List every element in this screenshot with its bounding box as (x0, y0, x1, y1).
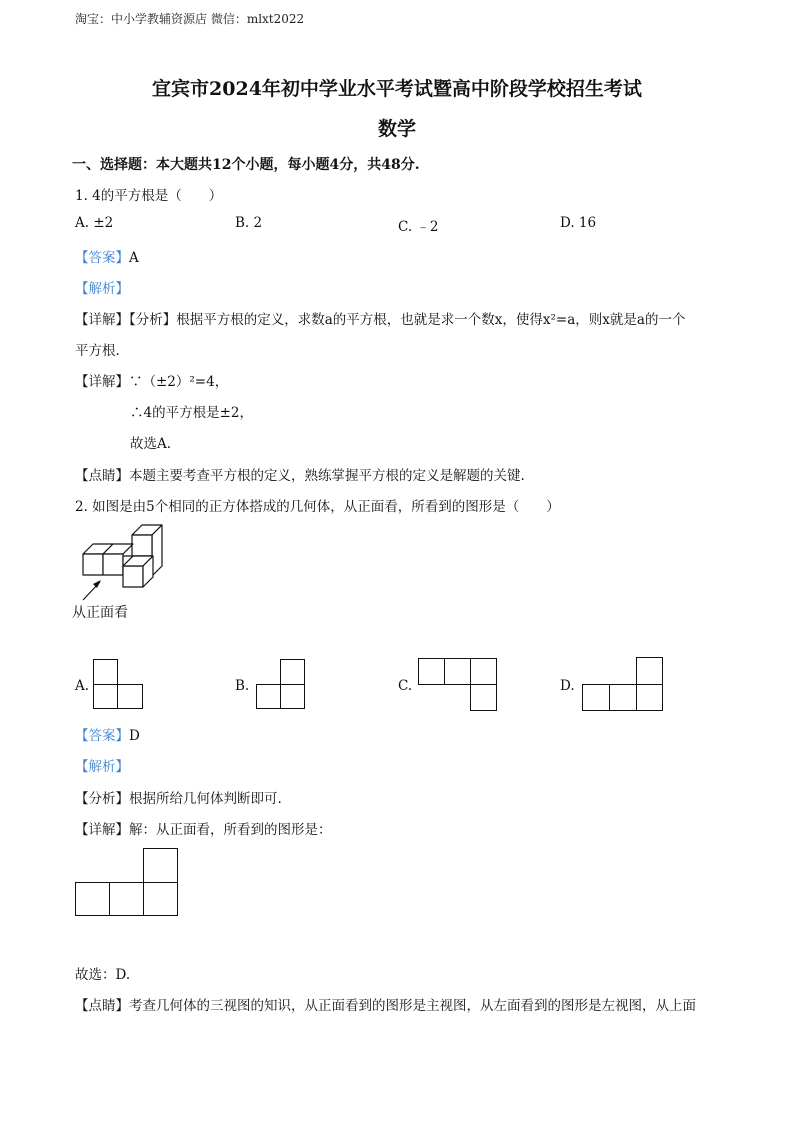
cube-solid-figure (70, 518, 180, 608)
q1-answer-tag: 【答案】 (75, 250, 129, 266)
q2-analysis: 【分析】根据所给几何体判断即可. (75, 791, 282, 807)
q1-option-a: A. ±2 (75, 215, 114, 231)
view-direction-label: 从正面看 (72, 605, 128, 621)
square (109, 882, 144, 916)
q1-analysis-tag: 【解析】 (75, 281, 129, 297)
square (256, 684, 281, 709)
q2-option-c-label: C. (398, 678, 413, 694)
q2-comment: 【点睛】考查几何体的三视图的知识，从正面看到的图形是主视图，从左面看到的图形是左视图，从上面 (75, 998, 696, 1014)
q2-stem: 2. 如图是由5个相同的正方体搭成的几何体，从正面看，所看到的图形是（ ） (75, 499, 560, 515)
square (93, 659, 118, 685)
header-note: 淘宝：中小学教辅资源店 微信：mlxt2022 (75, 12, 305, 26)
q2-option-a-label: A. (75, 678, 90, 694)
square (75, 882, 110, 916)
q1-option-c: C. ﹣2 (398, 219, 439, 235)
square (582, 684, 610, 711)
q1-option-b: B. 2 (235, 215, 263, 231)
q1-answer-line (75, 246, 139, 266)
q1-detail-1: 【详解】【分析】根据平方根的定义，求数a的平方根，也就是求一个数x，使得x²=a，则x就是a的一个 (75, 312, 686, 328)
exam-title: 宜宾市2024年初中学业水平考试暨高中阶段学校招生考试 (152, 78, 642, 100)
q2-option-d-label: D. (560, 678, 575, 694)
q1-stem: 1. 4的平方根是（ ） (75, 188, 223, 204)
q2-answer-tag: 【答案】 (75, 728, 129, 744)
square (470, 684, 497, 711)
q2-answer-line (75, 724, 140, 744)
square (609, 684, 637, 711)
square (636, 684, 663, 711)
square (418, 658, 445, 685)
square (636, 657, 663, 685)
q2-answer: D (129, 728, 140, 744)
q1-comment: 【点睛】本题主要考查平方根的定义，熟练掌握平方根的定义是解题的关键. (75, 468, 525, 484)
q2-analysis-tag: 【解析】 (75, 759, 129, 775)
q2-conclusion: 故选：D. (75, 967, 131, 983)
square (470, 658, 497, 685)
q2-option-b-label: B. (235, 678, 250, 694)
subject-title: 数学 (377, 118, 416, 140)
q1-step-2: 故选A. (130, 436, 172, 452)
q2-detail: 【详解】解：从正面看，所看到的图形是： (75, 822, 332, 838)
square (280, 684, 305, 709)
square (444, 658, 471, 685)
square (93, 684, 118, 709)
q1-step-1: ∴4的平方根是±2， (130, 405, 253, 421)
square (280, 659, 305, 685)
q1-answer: A (129, 250, 139, 266)
q1-option-d: D. 16 (560, 215, 597, 231)
section-heading: 一、选择题：本大题共12个小题，每小题4分，共48分. (72, 157, 420, 173)
q1-detail-2: 【详解】∵（±2）²=4， (75, 374, 229, 390)
square (143, 848, 178, 883)
q1-detail-1-cont: 平方根. (75, 343, 120, 359)
square (117, 684, 143, 709)
square (143, 882, 178, 916)
